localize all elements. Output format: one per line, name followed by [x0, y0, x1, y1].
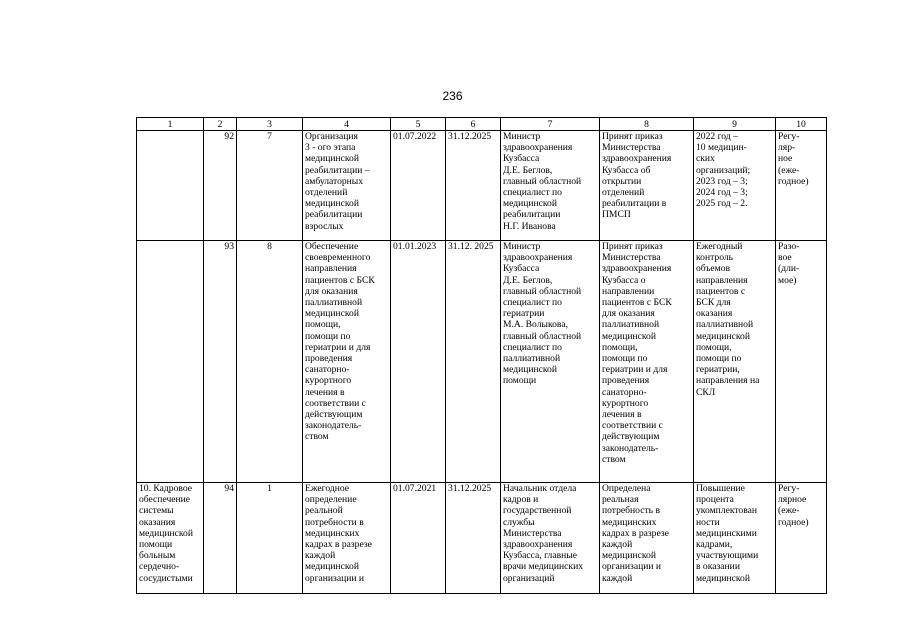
item-number-cell: 7: [237, 131, 303, 241]
frequency-cell: Разо- вое (дли- мое): [776, 241, 827, 483]
column-header: 3: [237, 118, 303, 131]
row-number-cell: 92: [204, 131, 237, 241]
column-header: 7: [501, 118, 600, 131]
row-number-cell: 93: [204, 241, 237, 483]
column-header: 10: [776, 118, 827, 131]
start-date-cell: 01.07.2021: [391, 483, 446, 594]
section-cell: [137, 131, 204, 241]
frequency-cell: Регу- лярное (еже- годное): [776, 483, 827, 594]
column-header: 5: [391, 118, 446, 131]
column-header: 8: [600, 118, 694, 131]
indicator-cell: Ежегодный контроль объемов направления пациентов с БСК для оказания паллиативной медицинской помощи, помощи по гериатрии, направления на СКЛ: [694, 241, 776, 483]
row-number-cell: 94: [204, 483, 237, 594]
start-date-cell: 01.07.2022: [391, 131, 446, 241]
table-header-row: [137, 118, 827, 131]
page-number: 236: [442, 89, 463, 103]
start-date-cell: 01.01.2023: [391, 241, 446, 483]
activity-cell: Ежегодное определение реальной потребности в медицинских кадрах в разрезе каждой медицинской организации и: [303, 483, 391, 594]
result-cell: Определена реальная потребность в медицинских кадрах в разрезе каждой медицинской организации и каждой: [600, 483, 694, 594]
column-header: 1: [137, 118, 204, 131]
column-header: 4: [303, 118, 391, 131]
table-row: [137, 131, 827, 241]
indicator-cell: 2022 год – 10 медицин- ских организаций; 2023 год – 3; 2024 год – 3; 2025 год – 2.: [694, 131, 776, 241]
section-cell: 10. Кадровое обеспечение системы оказания медицинской помощи больным сердечно- сосудистыми: [137, 483, 204, 594]
column-header: 9: [694, 118, 776, 131]
end-date-cell: 31.12. 2025: [446, 241, 501, 483]
item-number-cell: 1: [237, 483, 303, 594]
result-cell: Принят приказ Министерства здравоохранения Кузбасса об открытии отделений реабилитации в ПМСП: [600, 131, 694, 241]
indicator-cell: Повышение процента укомплектован ности медицинскими кадрами, участвующими в оказании медицинской: [694, 483, 776, 594]
responsible-cell: Начальник отдела кадров и государственной службы Министерства здравоохранения Кузбасса, главные врачи медицинских организаций: [501, 483, 600, 594]
plan-table: [136, 117, 827, 594]
end-date-cell: 31.12.2025: [446, 131, 501, 241]
end-date-cell: 31.12.2025: [446, 483, 501, 594]
table-row: [137, 483, 827, 594]
section-cell: [137, 241, 204, 483]
responsible-cell: Министр здравоохранения Кузбасса Д.Е. Беглов, главный областной специалист по гериатрии М.А. Волыкова, главный областной специалист по паллиативной медицинской помощи: [501, 241, 600, 483]
frequency-cell: Регу- ляр- ное (еже- годное): [776, 131, 827, 241]
item-number-cell: 8: [237, 241, 303, 483]
responsible-cell: Министр здравоохранения Кузбасса Д.Е. Беглов, главный областной специалист по медицинской реабилитации Н.Г. Иванова: [501, 131, 600, 241]
activity-cell: Организация 3 - ого этапа медицинской реабилитации – амбулаторных отделений медицинской реабилитации взрослых: [303, 131, 391, 241]
column-header: 6: [446, 118, 501, 131]
column-header: 2: [204, 118, 237, 131]
table-row: [137, 241, 827, 483]
result-cell: Принят приказ Министерства здравоохранения Кузбасса о направлении пациентов с БСК для оказания паллиативной медицинской помощи, помощи по гериатрии и для проведения санаторно- курортного лечения в соответствии с действующим законодатель- ством: [600, 241, 694, 483]
activity-cell: Обеспечение своевременного направления пациентов с БСК для оказания паллиативной медицинской помощи, помощи по гериатрии и для проведения санаторно- курортного лечения в соответствии с действующим законодатель- ством: [303, 241, 391, 483]
